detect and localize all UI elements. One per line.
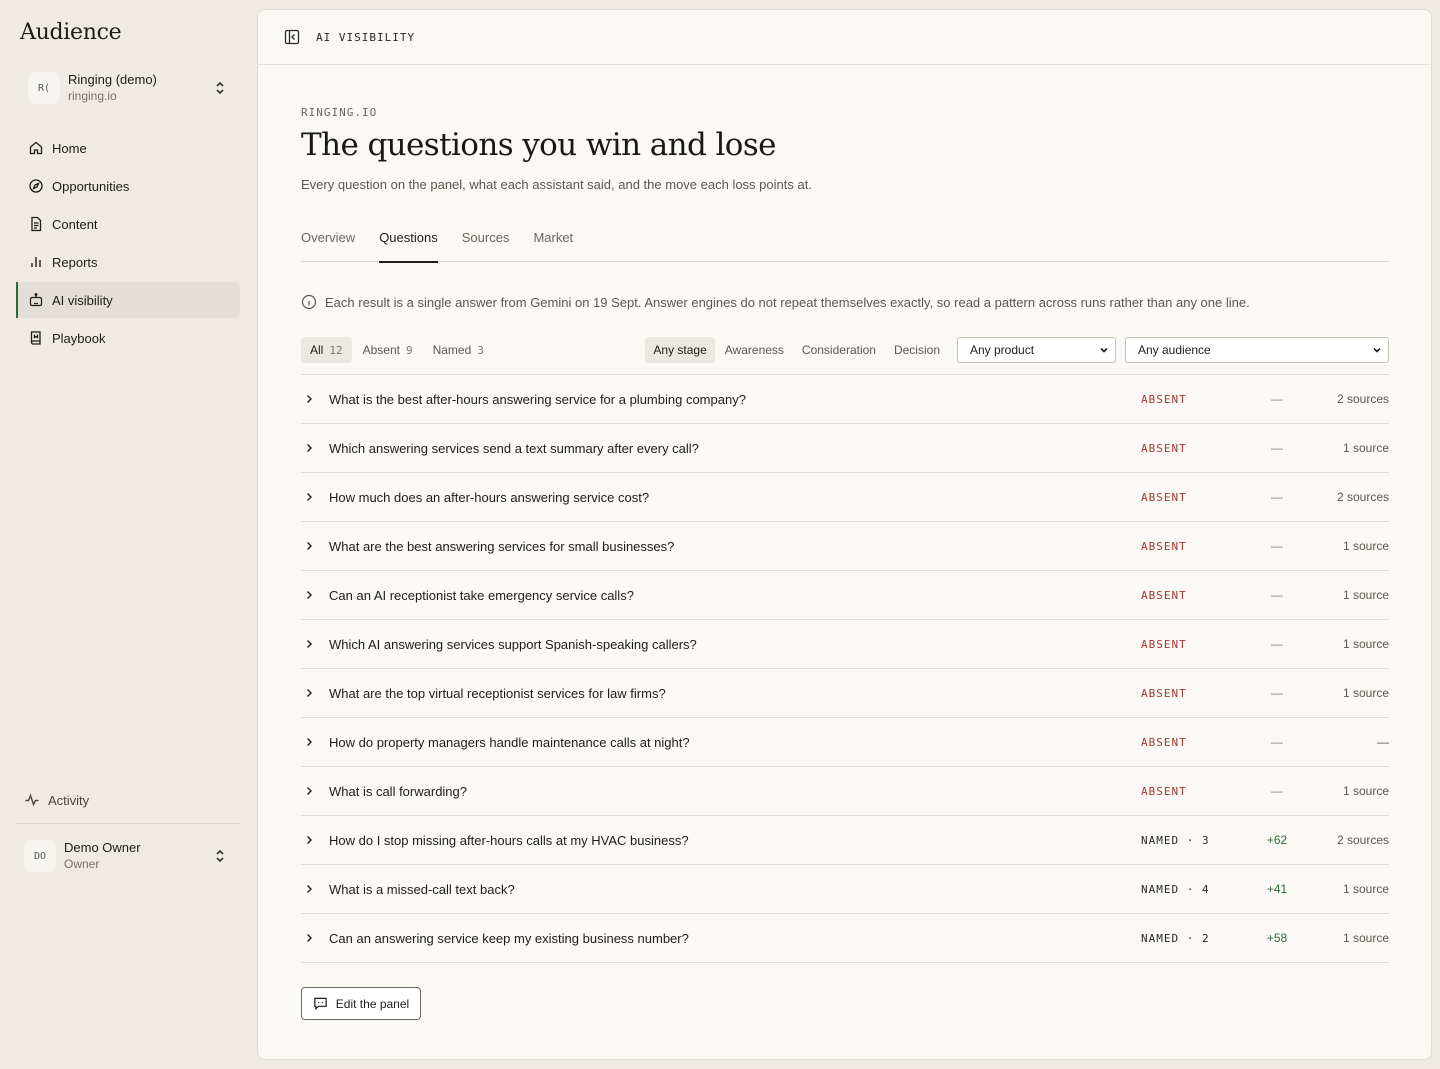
table-row[interactable] — [301, 522, 1389, 571]
sources-count: 1 source — [1342, 784, 1389, 798]
score-delta: — — [1271, 490, 1283, 504]
sources-count: 1 source — [1342, 686, 1389, 700]
page-subtitle: Every question on the panel, what each assistant said, and the move each loss points at. — [301, 177, 812, 192]
stage-decision[interactable]: Decision — [893, 343, 940, 357]
workspace-name: Ringing (demo) — [68, 72, 157, 87]
sidebar-item-label: Opportunities — [52, 178, 130, 194]
chevron-right-icon[interactable] — [303, 785, 315, 797]
audience-select[interactable] — [1125, 337, 1389, 363]
audience-select-value: Any audience — [1138, 343, 1211, 357]
score-delta: +58 — [1266, 931, 1288, 945]
status-badge: ABSENT — [1141, 784, 1187, 798]
score-delta: +62 — [1266, 833, 1288, 847]
question-text: What are the top virtual receptionist services for law firms? — [329, 685, 666, 701]
sidebar-item-label: Reports — [52, 254, 98, 270]
book-icon — [28, 330, 44, 346]
table-row[interactable] — [301, 718, 1389, 767]
chevron-right-icon[interactable] — [303, 393, 315, 405]
stage-awareness[interactable]: Awareness — [724, 343, 784, 357]
robot-icon — [28, 292, 44, 308]
chevron-updown-icon — [212, 80, 228, 96]
edit-panel-button[interactable] — [301, 987, 421, 1020]
stage-consideration[interactable]: Consideration — [801, 343, 876, 357]
chevron-right-icon[interactable] — [303, 687, 315, 699]
chevron-right-icon[interactable] — [303, 540, 315, 552]
sources-count: 2 sources — [1336, 392, 1389, 406]
collapse-sidebar-icon[interactable] — [284, 29, 300, 45]
status-badge: ABSENT — [1141, 539, 1187, 553]
info-icon — [301, 294, 317, 310]
status-badge: ABSENT — [1141, 441, 1187, 455]
question-text: Which answering services send a text summary after every call? — [329, 440, 699, 456]
question-text: What is call forwarding? — [329, 783, 467, 799]
filter-count: 3 — [477, 343, 484, 357]
sources-count: 1 source — [1342, 931, 1389, 945]
sidebar-item-opportunities[interactable] — [16, 168, 240, 204]
status-badge: NAMED · 3 — [1141, 833, 1210, 847]
status-badge: ABSENT — [1141, 686, 1187, 700]
avatar: DO — [24, 840, 56, 872]
question-text: Can an answering service keep my existing business number? — [329, 930, 689, 946]
status-badge: ABSENT — [1141, 637, 1187, 651]
filter-label: Named — [432, 343, 472, 357]
brand-logo: Audience — [20, 20, 122, 45]
score-delta: — — [1271, 784, 1283, 798]
question-text: What are the best answering services for small businesses? — [329, 538, 675, 554]
tab-bar — [301, 226, 1389, 262]
table-row[interactable] — [301, 620, 1389, 669]
sidebar-item-label: Playbook — [52, 330, 106, 346]
sources-count: 1 source — [1342, 588, 1389, 602]
status-badge: ABSENT — [1141, 392, 1187, 406]
chevron-right-icon[interactable] — [303, 442, 315, 454]
filter-label: All — [310, 343, 324, 357]
table-row[interactable] — [301, 816, 1389, 865]
score-delta: — — [1271, 588, 1283, 602]
activity-link[interactable] — [24, 792, 89, 808]
question-text: How much does an after-hours answering service cost? — [329, 489, 650, 505]
workspace-domain: ringing.io — [68, 89, 117, 103]
product-select[interactable] — [957, 337, 1116, 363]
compass-icon — [28, 178, 44, 194]
chevron-right-icon[interactable] — [303, 491, 315, 503]
score-delta: — — [1271, 637, 1283, 651]
score-delta: — — [1271, 539, 1283, 553]
product-select-value: Any product — [970, 343, 1035, 357]
sidebar-item-reports[interactable] — [16, 244, 240, 280]
page-content — [301, 106, 1389, 1020]
filter-named[interactable] — [424, 337, 493, 363]
workspace-avatar: R( — [28, 72, 60, 104]
stage-any[interactable]: Any stage — [645, 337, 714, 363]
page-eyebrow: RINGING.IO — [301, 106, 378, 119]
sidebar — [0, 0, 256, 1069]
question-text: Can an AI receptionist take emergency service calls? — [329, 587, 634, 603]
filter-label: Absent — [362, 343, 400, 357]
question-text: How do property managers handle maintenance calls at night? — [329, 734, 690, 750]
user-menu[interactable] — [24, 836, 240, 876]
sources-count: 1 source — [1342, 539, 1389, 553]
table-row[interactable] — [301, 669, 1389, 718]
filter-all[interactable] — [301, 337, 352, 363]
sidebar-item-playbook[interactable] — [16, 320, 240, 356]
activity-icon — [24, 792, 40, 808]
table-row[interactable] — [301, 424, 1389, 473]
sources-count: — — [1377, 735, 1389, 749]
sidebar-nav — [16, 130, 240, 358]
sidebar-item-content[interactable] — [16, 206, 240, 242]
status-badge: ABSENT — [1141, 735, 1187, 749]
sources-count: 1 source — [1342, 637, 1389, 651]
chevron-right-icon[interactable] — [303, 638, 315, 650]
table-row[interactable] — [301, 473, 1389, 522]
table-row[interactable] — [301, 767, 1389, 816]
tab-overview[interactable]: Overview — [301, 230, 356, 245]
status-badge: ABSENT — [1141, 588, 1187, 602]
sources-count: 1 source — [1342, 882, 1389, 896]
bar-chart-icon — [28, 254, 44, 270]
sidebar-item-label: Home — [52, 140, 87, 156]
chevron-right-icon[interactable] — [303, 883, 315, 895]
chevron-right-icon[interactable] — [303, 589, 315, 601]
sources-count: 2 sources — [1336, 490, 1389, 504]
chevron-right-icon[interactable] — [303, 736, 315, 748]
chevron-down-icon — [1099, 345, 1109, 355]
sidebar-item-home[interactable] — [16, 130, 240, 166]
score-delta: — — [1271, 686, 1283, 700]
user-role: Owner — [64, 857, 100, 871]
home-icon — [28, 140, 44, 156]
main-panel — [257, 9, 1432, 1060]
status-badge: ABSENT — [1141, 490, 1187, 504]
document-icon — [28, 216, 44, 232]
sidebar-item-ai-visibility[interactable] — [16, 282, 240, 318]
question-text: How do I stop missing after-hours calls at my HVAC business? — [329, 832, 689, 848]
status-badge: NAMED · 4 — [1141, 882, 1210, 896]
user-name: Demo Owner — [64, 840, 141, 855]
breadcrumb: AI VISIBILITY — [316, 30, 416, 44]
topbar — [258, 10, 1431, 65]
score-delta: — — [1271, 441, 1283, 455]
activity-label: Activity — [48, 792, 90, 808]
filter-bar — [301, 336, 1389, 364]
sidebar-divider — [16, 823, 240, 824]
table-row[interactable] — [301, 375, 1389, 424]
tab-market[interactable]: Market — [533, 230, 574, 245]
table-row[interactable] — [301, 571, 1389, 620]
filter-count: 9 — [405, 343, 413, 357]
tab-questions[interactable]: Questions — [379, 226, 438, 262]
tab-sources[interactable]: Sources — [461, 230, 510, 245]
sources-count: 2 sources — [1336, 833, 1389, 847]
filter-count: 12 — [329, 343, 343, 357]
questions-table — [301, 374, 1389, 963]
message-square-icon — [313, 996, 328, 1011]
info-note — [301, 294, 1389, 310]
sidebar-item-label: AI visibility — [52, 292, 113, 308]
table-row[interactable] — [301, 865, 1389, 914]
score-delta: — — [1271, 392, 1283, 406]
chevron-down-icon — [1372, 345, 1382, 355]
question-text: Which AI answering services support Spanish-speaking callers? — [329, 636, 697, 652]
status-badge: NAMED · 2 — [1141, 931, 1210, 945]
chevron-right-icon[interactable] — [303, 932, 315, 944]
edit-panel-label: Edit the panel — [335, 996, 410, 1011]
page-title: The questions you win and lose — [301, 127, 776, 163]
chevron-updown-icon — [212, 848, 228, 864]
score-delta: +41 — [1266, 882, 1288, 896]
table-row[interactable] — [301, 914, 1389, 963]
workspace-switcher[interactable] — [20, 66, 240, 110]
chevron-right-icon[interactable] — [303, 834, 315, 846]
info-note-text: Each result is a single answer from Gemini on 19 Sept. Answer engines do not repeat themselves exactly, so read a pattern across runs rather than any one line. — [325, 294, 1250, 310]
sources-count: 1 source — [1342, 441, 1389, 455]
filter-absent[interactable] — [354, 337, 422, 363]
sidebar-item-label: Content — [52, 216, 98, 232]
question-text: What is a missed-call text back? — [329, 881, 515, 897]
score-delta: — — [1271, 735, 1283, 749]
question-text: What is the best after-hours answering service for a plumbing company? — [329, 391, 746, 407]
